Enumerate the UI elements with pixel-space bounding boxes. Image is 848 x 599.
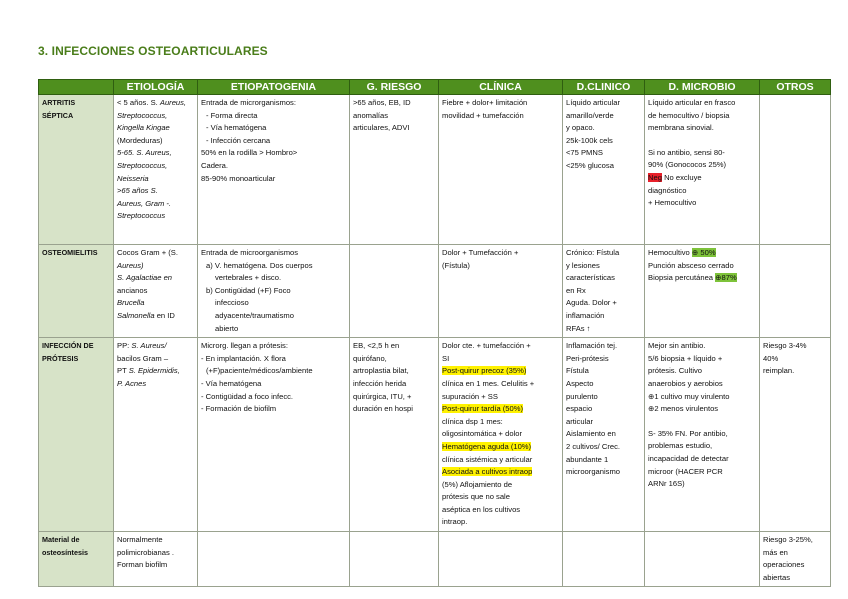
header-etiopatogenia: ETIOPATOGENIA bbox=[198, 80, 350, 95]
row-label: ARTRITIS SÉPTICA bbox=[39, 95, 114, 245]
infections-table bbox=[38, 79, 831, 587]
cell-otros: Riesgo 3-25%, más en operaciones abiertas bbox=[760, 532, 831, 587]
cell-dmicrobio: Hemocultivo ⊕ 50% Punción absceso cerrado Biopsia percutánea ⊕87% bbox=[645, 245, 760, 338]
row-osteomielitis bbox=[39, 245, 831, 338]
cell-etiologia: Cocos Gram + (S. Aureus) S. Agalactiae en ancianos Brucella Salmonella en ID bbox=[114, 245, 198, 338]
row-material-osteosintesis bbox=[39, 532, 831, 587]
cell-dmicrobio: Mejor sin antibio. 5/6 biopsia + líquido + prótesis. Cultivo anaerobios y aerobios ⊕1 cultivo muy virulento ⊕2 menos virulentos S- 35% FN. Por antibio, problemas estudio, incapacidad de detectar microor (HACER PCR ARNr 16S) bbox=[645, 338, 760, 532]
row-artritis-septica bbox=[39, 95, 831, 245]
cell-otros bbox=[760, 95, 831, 245]
header-clinica: CLÍNICA bbox=[439, 80, 563, 95]
highlight-post-quirur-tardia: Post-quirur tardía (50%) bbox=[442, 404, 524, 414]
cell-etiopatogenia: Entrada de microorganismos a) V. hematógena. Dos cuerpos vertebrales + disco. b) Contigüidad (+F) Foco infeccioso adyacente/traumatismo abierto bbox=[198, 245, 350, 338]
cell-clinica bbox=[439, 532, 563, 587]
header-riesgo: G. RIESGO bbox=[350, 80, 439, 95]
header-row bbox=[39, 80, 831, 95]
cell-clinica: Fiebre + dolor+ limitación movilidad + tumefacción bbox=[439, 95, 563, 245]
neg-badge: Neg bbox=[648, 172, 662, 182]
cell-riesgo bbox=[350, 245, 439, 338]
header-empty bbox=[39, 80, 114, 95]
cell-dmicrobio bbox=[645, 532, 760, 587]
section-title: 3. INFECCIONES OSTEOARTICULARES bbox=[38, 44, 268, 58]
highlight-cultivos-intraop: Asociada a cultivos intraop bbox=[442, 467, 533, 477]
header-dmicrobio: D. MICROBIO bbox=[645, 80, 760, 95]
cell-clinica: Dolor cte. + tumefacción + SI Post-quirur precoz (35%) clínica en 1 mes. Celulitis + supuración + SS Post-quirur tardía (50%) clínica dsp 1 mes: oligosintomática + dolor Hematógena aguda (10%) clínica sistémica y articular Asociada a cultivos intraop (5%) Aflojamiento de prótesis que no sale aséptica en los cultivos intraop. bbox=[439, 338, 563, 532]
cell-clinica: Dolor + Tumefacción + (Fístula) bbox=[439, 245, 563, 338]
row-label: INFECCIÓN DE PRÓTESIS bbox=[39, 338, 114, 532]
row-label: OSTEOMIELITIS bbox=[39, 245, 114, 338]
cell-otros: Riesgo 3-4% 40% reimplan. bbox=[760, 338, 831, 532]
cell-etiologia: Normalmente polimicrobianas . Forman biofilm bbox=[114, 532, 198, 587]
cell-etiopatogenia bbox=[198, 532, 350, 587]
cell-dclinico: Crónico: Fístula y lesiones características en Rx Aguda. Dolor + inflamación RFAs ↑ bbox=[563, 245, 645, 338]
cell-riesgo bbox=[350, 532, 439, 587]
cell-dclinico: Inflamación tej. Peri-prótesis Fístula Aspecto purulento espacio articular Aislamiento en 2 cultivos/ Crec. abundante 1 microorganismo bbox=[563, 338, 645, 532]
positive-badge: ⊕87% bbox=[715, 273, 737, 283]
highlight-post-quirur-precoz: Post-quirur precoz (35%) bbox=[442, 366, 527, 376]
cell-etiopatogenia: Microrg. llegan a prótesis: - En implantación. X flora (+F)paciente/médicos/ambiente - Vía hematógena - Contigüidad a foco infecc. - Formación de biofilm bbox=[198, 338, 350, 532]
cell-etiologia: < 5 años. S. Aureus, Streptococcus, Kingella Kingae (Mordeduras) 5-65. S. Aureus, Streptococcus, Neisseria >65 años S. Aureus, Gram -. Streptococcus bbox=[114, 95, 198, 245]
cell-otros bbox=[760, 245, 831, 338]
header-dclinico: D.CLINICO bbox=[563, 80, 645, 95]
header-otros: OTROS bbox=[760, 80, 831, 95]
cell-riesgo: >65 años, EB, ID anomalías articulares, ADVI bbox=[350, 95, 439, 245]
cell-dmicrobio: Líquido articular en frasco de hemocultivo / biopsia membrana sinovial. Si no antibio, sensi 80- 90% (Gonococos 25%) Neg No excluye diagnóstico + Hemocultivo bbox=[645, 95, 760, 245]
cell-dclinico bbox=[563, 532, 645, 587]
header-etiologia: ETIOLOGÍA bbox=[114, 80, 198, 95]
cell-dclinico: Líquido articular amarillo/verde y opaco. 25k-100k cels <75 PMNS <25% glucosa bbox=[563, 95, 645, 245]
highlight-hematogena-aguda: Hematógena aguda (10%) bbox=[442, 441, 532, 451]
positive-badge: ⊕ 50% bbox=[691, 248, 716, 257]
cell-etiopatogenia: Entrada de microrganismos: - Forma directa - Vía hematógena - Infección cercana 50% en la rodilla > Hombro> Cadera. 85-90% monoarticular bbox=[198, 95, 350, 245]
cell-etiologia: PP: S. Aureus/ bacilos Gram – PT S. Epidermidis, P. Acnes bbox=[114, 338, 198, 532]
row-infeccion-protesis bbox=[39, 338, 831, 532]
cell-riesgo: EB, <2,5 h en quirófano, artroplastia bilat, infección herida quirúrgica, ITU, + duración en hospi bbox=[350, 338, 439, 532]
row-label: Material de osteosíntesis bbox=[39, 532, 114, 587]
